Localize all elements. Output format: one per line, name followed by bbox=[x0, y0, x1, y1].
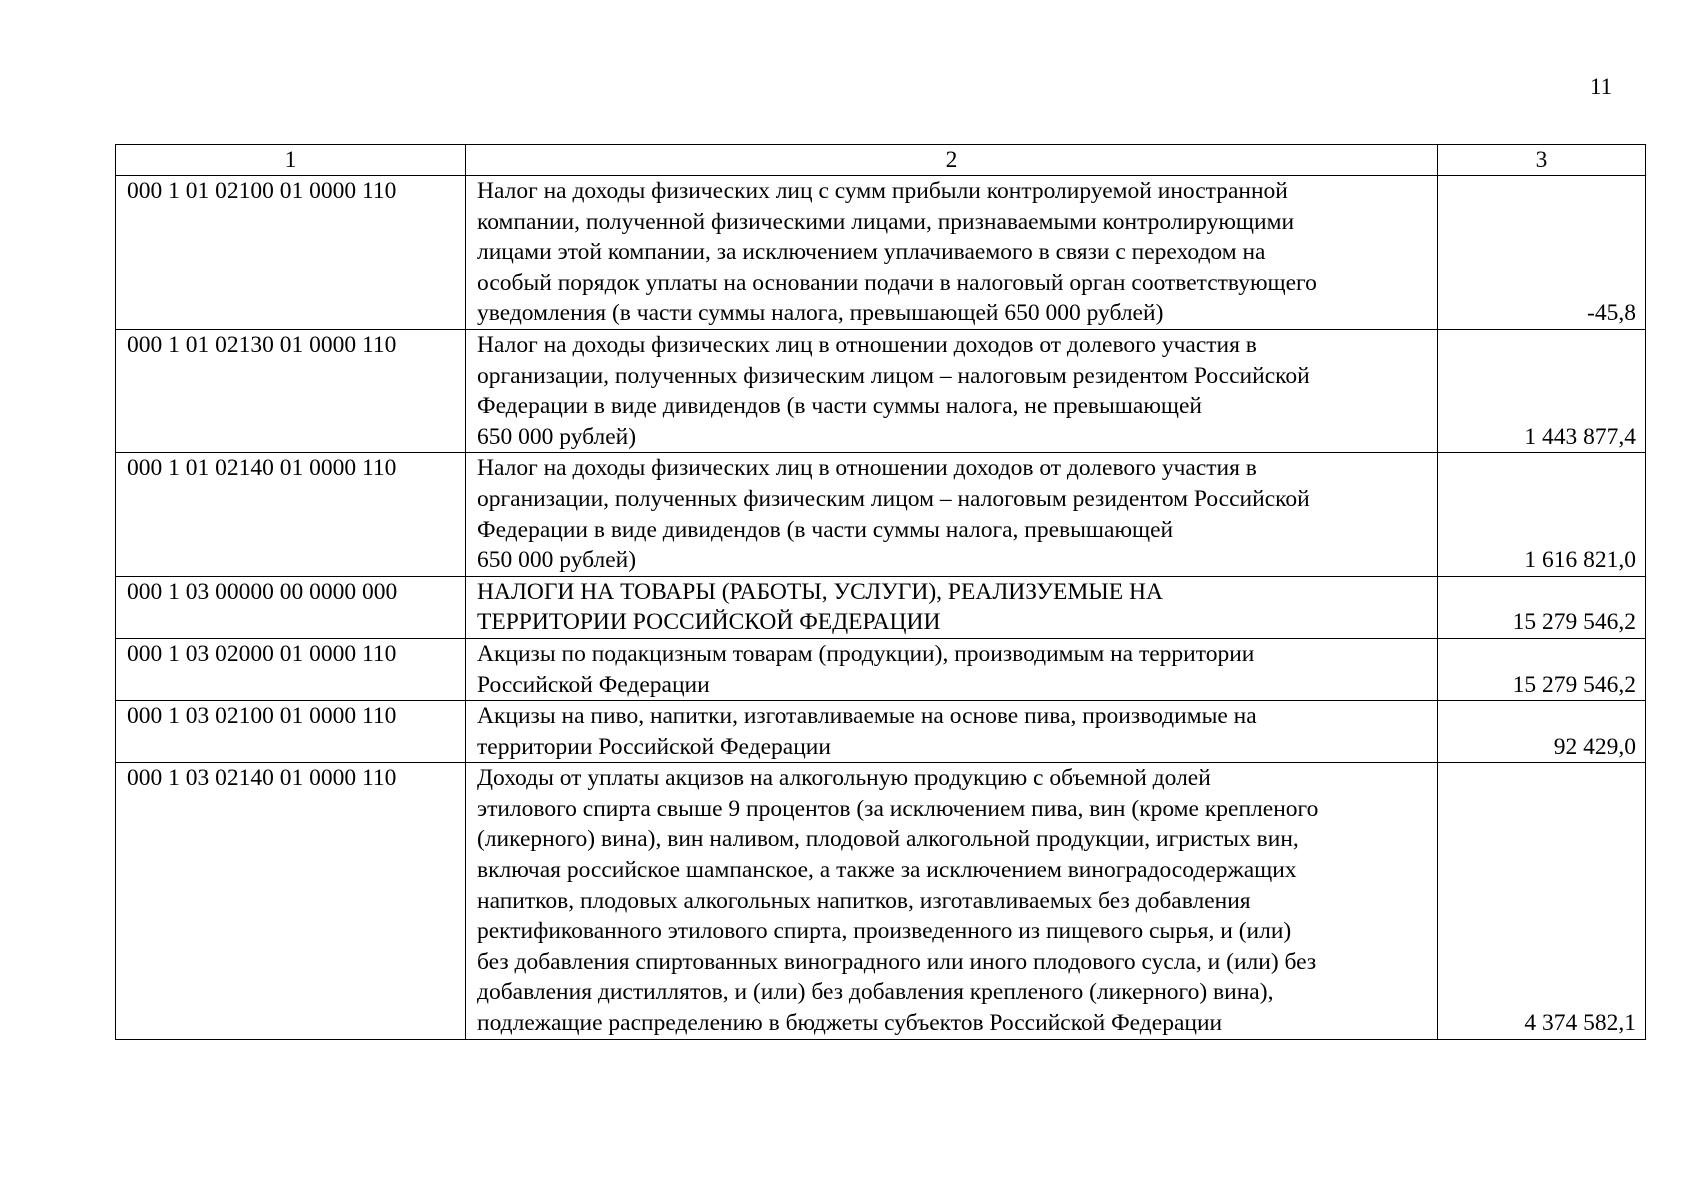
revenue-name-line: Налог на доходы физических лиц в отношении доходов от долевого участия в bbox=[477, 455, 1257, 482]
table-row bbox=[116, 763, 1646, 1039]
revenue-name-line: территории Российской Федерации bbox=[477, 733, 831, 760]
classification-code-cell: 000 1 03 02100 01 0000 110 bbox=[116, 701, 466, 763]
revenue-name-line: (ликерного) вина), вин наливом, плодовой алкогольной продукции, игристых вин, bbox=[477, 826, 1299, 853]
table-body bbox=[116, 145, 1646, 1040]
column-header-name: 2 bbox=[466, 145, 1438, 176]
revenue-name-line: Российской Федерации bbox=[477, 671, 710, 698]
classification-code-cell: 000 1 01 02100 01 0000 110 bbox=[116, 176, 466, 330]
classification-code-cell: 000 1 01 02140 01 0000 110 bbox=[116, 453, 466, 576]
column-header-code: 1 bbox=[116, 145, 466, 176]
revenue-name-line: 650 000 рублей) bbox=[477, 423, 637, 450]
revenue-name-line: добавления дистиллятов, и (или) без добавления крепленого (ликерного) вина), bbox=[477, 979, 1274, 1006]
classification-code-cell: 000 1 03 02000 01 0000 110 bbox=[116, 638, 466, 700]
amount-cell: 15 279 546,2 bbox=[1438, 576, 1646, 638]
revenue-name-line: организации, полученных физическим лицом – налоговым резидентом Российской bbox=[477, 362, 1310, 389]
revenue-name-line: включая российское шампанское, а также за исключением виноградосодержащих bbox=[477, 857, 1297, 884]
column-header-amount: 3 bbox=[1438, 145, 1646, 176]
revenue-name-line: Федерации в виде дивидендов (в части суммы налога, не превышающей bbox=[477, 393, 1202, 420]
revenue-name-line: без добавления спиртованных виноградного или иного плодового сусла, и (или) без bbox=[477, 948, 1317, 975]
revenue-name-line: напитков, плодовых алкогольных напитков, изготавливаемых без добавления bbox=[477, 887, 1251, 914]
revenue-name-line: подлежащие распределению в бюджеты субъектов Российской Федерации bbox=[477, 1010, 1223, 1037]
revenue-name-line: уведомления (в части суммы налога, превышающей 650 000 рублей) bbox=[477, 300, 1164, 327]
revenue-name-cell bbox=[466, 453, 1438, 576]
revenue-name-line: лицами этой компании, за исключением уплачиваемого в связи с переходом на bbox=[477, 239, 1266, 266]
revenue-name-cell bbox=[466, 638, 1438, 700]
revenue-name-line: Налог на доходы физических лиц в отношении доходов от долевого участия в bbox=[477, 331, 1257, 358]
revenue-name-line: Налог на доходы физических лиц с сумм прибыли контролируемой иностранной bbox=[477, 178, 1288, 204]
table-row bbox=[116, 453, 1646, 576]
revenue-name-cell bbox=[466, 763, 1438, 1039]
amount-cell: 4 374 582,1 bbox=[1438, 763, 1646, 1039]
classification-code-cell: 000 1 01 02130 01 0000 110 bbox=[116, 329, 466, 452]
revenue-name-line: Акцизы по подакцизным товарам (продукции), производимым на территории bbox=[477, 640, 1255, 667]
revenue-name-line: компании, полученной физическими лицами, признаваемыми контролирующими bbox=[477, 208, 1295, 235]
table-row bbox=[116, 576, 1646, 638]
revenue-name-line: Федерации в виде дивидендов (в части суммы налога, превышающей bbox=[477, 516, 1174, 543]
revenue-name-cell bbox=[466, 576, 1438, 638]
budget-revenue-table bbox=[115, 144, 1646, 1040]
table-row bbox=[116, 701, 1646, 763]
revenue-name-cell bbox=[466, 701, 1438, 763]
table-header-row bbox=[116, 145, 1646, 176]
revenue-name-line: особый порядок уплаты на основании подачи в налоговый орган соответствующего bbox=[477, 269, 1317, 296]
amount-cell: 1 616 821,0 bbox=[1438, 453, 1646, 576]
amount-cell: 92 429,0 bbox=[1438, 701, 1646, 763]
revenue-name-line: Доходы от уплаты акцизов на алкогольную продукцию с объемной долей bbox=[477, 765, 1211, 792]
revenue-name-line: НАЛОГИ НА ТОВАРЫ (РАБОТЫ, УСЛУГИ), РЕАЛИЗУЕМЫЕ НА bbox=[477, 578, 1163, 605]
revenue-name-line: 650 000 рублей) bbox=[477, 547, 637, 574]
amount-cell: -45,8 bbox=[1438, 176, 1646, 330]
revenue-name-cell bbox=[466, 176, 1438, 330]
revenue-name-line: этилового спирта свыше 9 процентов (за исключением пива, вин (кроме крепленого bbox=[477, 795, 1319, 822]
table-row bbox=[116, 176, 1646, 330]
revenue-name-line: ректификованного этилового спирта, произведенного из пищевого сырья, и (или) bbox=[477, 918, 1292, 945]
table-row bbox=[116, 329, 1646, 452]
amount-cell: 1 443 877,4 bbox=[1438, 329, 1646, 452]
revenue-name-line: Акцизы на пиво, напитки, изготавливаемые на основе пива, производимые на bbox=[477, 703, 1257, 730]
page-number: 11 bbox=[1590, 74, 1613, 99]
revenue-name-cell bbox=[466, 329, 1438, 452]
classification-code-cell: 000 1 03 02140 01 0000 110 bbox=[116, 763, 466, 1039]
revenue-name-line: ТЕРРИТОРИИ РОССИЙСКОЙ ФЕДЕРАЦИИ bbox=[477, 609, 941, 636]
revenue-name-line: организации, полученных физическим лицом – налоговым резидентом Российской bbox=[477, 485, 1310, 512]
table-row bbox=[116, 638, 1646, 700]
amount-cell: 15 279 546,2 bbox=[1438, 638, 1646, 700]
classification-code-cell: 000 1 03 00000 00 0000 000 bbox=[116, 576, 466, 638]
